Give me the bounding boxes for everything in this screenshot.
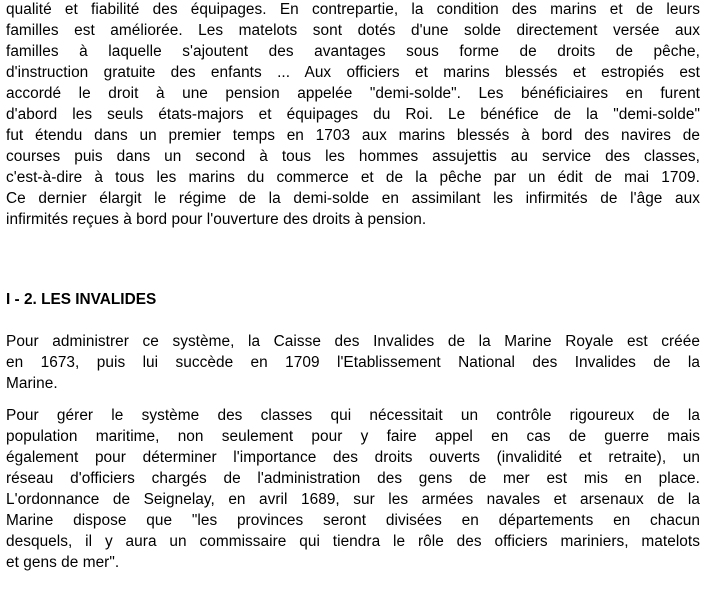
- paragraph-demi-solde: [6, 0, 700, 230]
- text-line: L'ordonnance de Seignelay, en avril 1689, sur les armées navales et arsenaux de la: [6, 491, 700, 508]
- paragraph-caisse-invalides: [6, 331, 700, 394]
- paragraph-systeme-classes: [6, 405, 700, 573]
- text-line: réseau d'officiers chargés de l'administration des gens de mer est mis en place.: [6, 470, 700, 487]
- text-line: familles est améliorée. Les matelots sont dotés d'une solde directement versée aux: [6, 22, 700, 39]
- text-line: familles à laquelle s'ajoutent des avantages sous forme de droits de pêche,: [6, 43, 700, 60]
- text-line: Pour administrer ce système, la Caisse des Invalides de la Marine Royale est créée: [6, 333, 700, 350]
- text-line: Pour gérer le système des classes qui nécessitait un contrôle rigoureux de la: [6, 407, 700, 424]
- text-line: Ce dernier élargit le régime de la demi-solde en assimilant les infirmités de l'âge aux: [6, 190, 700, 207]
- text-line: accordé le droit à une pension appelée "demi-solde". Les bénéficiaires en furent: [6, 85, 700, 102]
- text-line: également pour déterminer l'importance des droits ouverts (invalidité et retraite), un: [6, 449, 700, 466]
- text-line: qualité et fiabilité des équipages. En contrepartie, la condition des marins et de leurs: [6, 1, 700, 18]
- text-line: fut étendu dans un premier temps en 1703 aux marins blessés à bord des navires de: [6, 127, 700, 144]
- text-line: courses puis dans un second à tous les hommes assujettis au service des classes,: [6, 148, 700, 165]
- text-line: et gens de mer".: [6, 554, 120, 571]
- text-line: Marine dispose que "les provinces seront divisées en départements en chacun: [6, 512, 700, 529]
- text-line: Marine.: [6, 375, 58, 392]
- text-line: infirmités reçues à bord pour l'ouverture des droits à pension.: [6, 211, 427, 228]
- text-line: d'abord les seuls états-majors et équipages du Roi. Le bénéfice de la "demi-solde": [6, 106, 700, 123]
- text-line: population maritime, non seulement pour y faire appel en cas de guerre mais: [6, 428, 700, 445]
- text-line: en 1673, puis lui succède en 1709 l'Etablissement National des Invalides de la: [6, 354, 700, 371]
- text-line: desquels, il y aura un commissaire qui tiendra le rôle des officiers mariniers, matelots: [6, 533, 700, 550]
- text-line: d'instruction gratuite des enfants ... Aux officiers et marins blessés et estropiés est: [6, 64, 700, 81]
- section-heading: I - 2. LES INVALIDES: [6, 291, 157, 308]
- text-line: c'est-à-dire à tous les marins du commerce et de la pêche par un édit de mai 1709.: [6, 169, 700, 186]
